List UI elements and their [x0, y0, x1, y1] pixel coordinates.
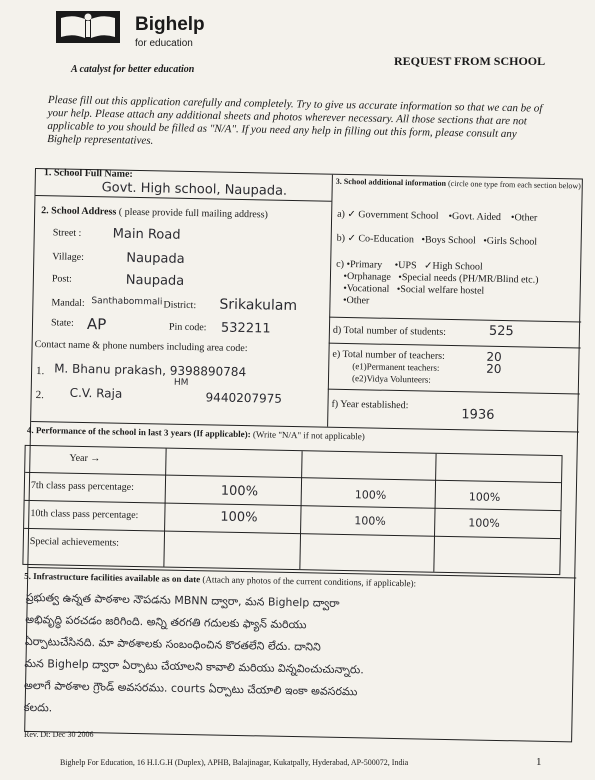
contact-label: Contact name & phone numbers including area code:	[34, 339, 248, 355]
option-other[interactable]: Other	[514, 212, 538, 224]
post-label: Post:	[51, 273, 72, 285]
logo-mark-icon	[55, 10, 121, 44]
village-label: Village:	[52, 251, 85, 263]
performance-table	[22, 445, 562, 575]
school-name-field[interactable]: Govt. High school, Naupada.	[101, 180, 288, 199]
checkmark-icon: ✓	[423, 260, 433, 272]
request-form	[24, 168, 583, 742]
option-orphanage[interactable]: Orphanage	[346, 271, 391, 283]
bighelp-logo	[55, 8, 235, 78]
infrastructure-line[interactable]: మన Bighelp ద్వారా ఏర్పాటు చేయాలని కావాలి మరియు విన్నవించుచున్నారు.	[24, 656, 364, 677]
infrastructure-line[interactable]: ఏర్పాటుచేసినది. మా పాఠశాలకు సంబంధించిన కొరతలేని లేదు. దానిని	[24, 634, 321, 654]
infrastructure-line[interactable]: ప్రభుత్వ ఉన్నత పాఠశాల నౌపడను MBNN ద్వారా, మన Bighelp ద్వారా	[25, 590, 340, 610]
section5-note: (Attach any photos of the current conditions, if applicable):	[202, 574, 417, 589]
option-a-prefix: a)	[337, 208, 346, 220]
intro-instructions: Please fill out this application carefully and completely. Try to give us accurate information so that we can be of your help. Please attach any additional sheets and photos wherever necessary. All those sections that are not applicable to you should be filled as "N/A". If you need any help in filling out this form, please consult any Bighelp representatives.	[47, 94, 543, 147]
contact1-role[interactable]: HM	[173, 377, 189, 388]
option-boys-school[interactable]: Boys School	[424, 234, 476, 247]
table-cell[interactable]: 100%	[220, 509, 258, 526]
section3-c-options: c) •Primary •UPS ✓High School •Orphanage •Special needs (PH/MR/Blind etc.) •Vocational •Social welfare hostel •Other	[335, 258, 539, 307]
checkmark-icon: ✓	[347, 233, 357, 245]
section2-note: ( please provide full mailing address)	[118, 206, 268, 221]
option-high-school[interactable]: High School	[432, 260, 483, 273]
table-cell[interactable]: 100%	[220, 483, 259, 500]
vidya-volunteers-label: (e2)Vidya Volunteers:	[351, 373, 431, 385]
revision-date: Rev. Dt: Dec 30 2006	[24, 730, 94, 739]
total-teachers-label: e) Total number of teachers:	[332, 348, 445, 362]
section1-label: 1. School Full Name:	[43, 167, 133, 180]
village-field[interactable]: Naupada	[126, 250, 185, 267]
section4-label: 4. Performance of the school in last 3 years (If applicable):	[26, 424, 251, 440]
section3-note: (circle one type from each section below)	[447, 178, 581, 191]
table-cell[interactable]: 100%	[468, 516, 500, 530]
option-c-prefix: c)	[336, 258, 345, 270]
option-b-prefix: b)	[336, 232, 346, 244]
option-primary[interactable]: Primary	[349, 259, 383, 271]
checkmark-icon: ✓	[347, 209, 356, 221]
year-established-label: f) Year established:	[331, 398, 409, 412]
section3-label: 3. School additional information	[335, 176, 447, 188]
section3-heading	[336, 177, 581, 191]
section4-note: (Write "N/A" if not applicable)	[252, 429, 365, 442]
infrastructure-line[interactable]: అభివృద్ధి పరచడం జరిగింది. అన్ని తరగతి గదులకు ఫ్యాన్ మరియు	[25, 612, 307, 632]
mandal-field[interactable]: Santhabommali	[91, 296, 163, 308]
contact2-number: 2.	[35, 389, 45, 402]
form-title: REQUEST FROM SCHOOL	[394, 54, 546, 68]
row-7th-label: 7th class pass percentage:	[30, 479, 135, 493]
contact2-field[interactable]: C.V. Raja	[69, 385, 123, 401]
table-cell[interactable]: 100%	[468, 490, 501, 504]
row-special-label: Special achievements:	[29, 535, 120, 549]
mandal-label: Mandal:	[51, 297, 85, 309]
option-special-needs[interactable]: Special needs (PH/MR/Blind etc.)	[401, 272, 539, 286]
total-students-field[interactable]: 525	[488, 323, 514, 340]
option-social-welfare-hostel[interactable]: Social welfare hostel	[400, 284, 485, 297]
section3-a-options: a) ✓ Government School •Govt. Aided •Other	[337, 208, 538, 224]
tagline: A catalyst for better education	[71, 64, 195, 75]
row-10th-label: 10th class pass percentage:	[30, 507, 139, 522]
total-students-label: d) Total number of students:	[332, 324, 447, 338]
pin-field[interactable]: 532211	[220, 320, 271, 337]
street-label: Street :	[52, 227, 82, 239]
footer-address: Bighelp For Education, 16 H.I.G.H (Duplex), APHB, Balajinagar, Kukatpally, Hyderabad, AP-500072, India	[60, 758, 409, 767]
pin-label: Pin code:	[168, 321, 207, 334]
option-government-school[interactable]: Government School	[358, 209, 439, 222]
brand-subtitle: for education	[135, 38, 193, 49]
street-field[interactable]: Main Road	[112, 226, 181, 243]
contact1-field[interactable]: M. Bhanu prakash, 9398890784	[54, 361, 247, 380]
option-c-other[interactable]: Other	[346, 295, 370, 307]
section3-b-options: b) ✓ Co-Education •Boys School •Girls School	[336, 232, 538, 248]
infrastructure-line[interactable]: కలదు.	[23, 700, 53, 715]
option-ups[interactable]: UPS	[398, 259, 417, 272]
post-field[interactable]: Naupada	[125, 272, 185, 289]
state-label: State:	[50, 317, 74, 329]
page-number: 1	[536, 756, 542, 768]
district-label: District:	[163, 299, 197, 312]
district-field[interactable]: Srikakulam	[219, 296, 298, 315]
contact2-phone[interactable]: 9440207975	[205, 390, 283, 406]
permanent-teachers-field[interactable]: 20	[486, 361, 502, 376]
permanent-teachers-label: (e1)Permanent teachers:	[352, 361, 440, 373]
section2-heading	[41, 205, 268, 220]
table-cell[interactable]: 100%	[354, 488, 387, 502]
section2-label: 2. School Address	[41, 205, 117, 218]
option-vocational[interactable]: Vocational	[346, 283, 390, 295]
table-cell[interactable]: 100%	[354, 514, 386, 528]
option-govt-aided[interactable]: Govt. Aided	[451, 211, 502, 223]
state-field[interactable]: AP	[86, 315, 107, 334]
total-teachers-field[interactable]: 20	[486, 349, 502, 364]
year-header: Year →	[69, 452, 101, 465]
option-girls-school[interactable]: Girls School	[486, 235, 538, 248]
option-co-education[interactable]: Co-Education	[358, 233, 415, 246]
brand-name: Bighelp	[135, 14, 205, 35]
infrastructure-line[interactable]: అలాగే పాఠశాల గ్రౌండ్ అవసరము. courts ఏర్పాటు చేయాలి ఇంకా అవసరము	[23, 678, 358, 699]
contact1-number: 1.	[35, 365, 45, 378]
year-established-field[interactable]: 1936	[461, 407, 495, 423]
section5-label: 5. Infrastructure facilities available as on date	[24, 570, 201, 585]
